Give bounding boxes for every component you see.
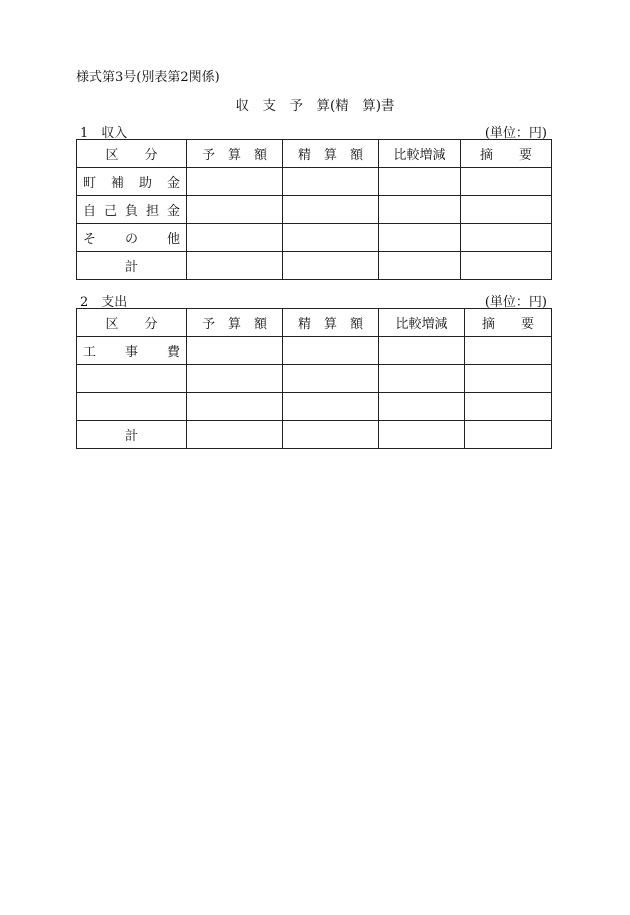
settlement-cell[interactable] bbox=[283, 168, 379, 196]
difference-cell[interactable] bbox=[379, 196, 461, 224]
total-difference-cell[interactable] bbox=[379, 252, 461, 280]
expense-total-row bbox=[77, 421, 552, 449]
expense-unit-label: (単位：円) bbox=[484, 295, 547, 310]
budget-cell[interactable] bbox=[187, 224, 283, 252]
total-difference-cell[interactable] bbox=[379, 421, 465, 449]
form-number: 様式第3号(別表第2関係) bbox=[76, 70, 220, 85]
col-settlement-amount: 精 算 額 bbox=[283, 140, 379, 168]
row-label-blank[interactable] bbox=[77, 365, 187, 393]
table-row bbox=[77, 224, 552, 252]
budget-cell[interactable] bbox=[187, 393, 283, 421]
total-label: 計 bbox=[77, 421, 187, 449]
row-label-construction-cost: 工事費 bbox=[77, 337, 187, 365]
col-difference: 比較増減 bbox=[379, 140, 461, 168]
remarks-cell[interactable] bbox=[461, 168, 552, 196]
col-category: 区 分 bbox=[77, 140, 187, 168]
remarks-cell[interactable] bbox=[465, 365, 552, 393]
document-title: 収 支 予 算(精 算)書 bbox=[235, 98, 395, 114]
col-difference: 比較増減 bbox=[379, 309, 465, 337]
total-label: 計 bbox=[77, 252, 187, 280]
difference-cell[interactable] bbox=[379, 168, 461, 196]
expense-section-header bbox=[76, 291, 551, 310]
col-budget-amount: 予 算 額 bbox=[187, 140, 283, 168]
table-row bbox=[77, 365, 552, 393]
budget-cell[interactable] bbox=[187, 365, 283, 393]
col-settlement-amount: 精 算 額 bbox=[283, 309, 379, 337]
difference-cell[interactable] bbox=[379, 224, 461, 252]
difference-cell[interactable] bbox=[379, 393, 465, 421]
income-table bbox=[76, 139, 552, 280]
total-remarks-cell[interactable] bbox=[461, 252, 552, 280]
col-budget-amount: 予 算 額 bbox=[187, 309, 283, 337]
row-label-town-subsidy: 町補助金 bbox=[77, 168, 187, 196]
row-label-other: その他 bbox=[77, 224, 187, 252]
settlement-cell[interactable] bbox=[283, 224, 379, 252]
settlement-cell[interactable] bbox=[283, 393, 379, 421]
col-remarks: 摘 要 bbox=[465, 309, 552, 337]
table-row bbox=[77, 196, 552, 224]
total-settlement-cell[interactable] bbox=[283, 421, 379, 449]
remarks-cell[interactable] bbox=[461, 196, 552, 224]
total-remarks-cell[interactable] bbox=[465, 421, 552, 449]
table-row bbox=[77, 337, 552, 365]
difference-cell[interactable] bbox=[379, 337, 465, 365]
col-remarks: 摘 要 bbox=[461, 140, 552, 168]
total-settlement-cell[interactable] bbox=[283, 252, 379, 280]
row-label-blank[interactable] bbox=[77, 393, 187, 421]
expense-heading: 2 支出 bbox=[80, 295, 128, 310]
difference-cell[interactable] bbox=[379, 365, 465, 393]
income-heading: 1 収入 bbox=[80, 126, 128, 141]
income-unit-label: (単位：円) bbox=[484, 126, 547, 141]
expense-table bbox=[76, 308, 552, 449]
remarks-cell[interactable] bbox=[461, 224, 552, 252]
income-total-row bbox=[77, 252, 552, 280]
remarks-cell[interactable] bbox=[465, 337, 552, 365]
total-budget-cell[interactable] bbox=[187, 252, 283, 280]
table-row bbox=[77, 168, 552, 196]
col-category: 区 分 bbox=[77, 309, 187, 337]
table-row bbox=[77, 393, 552, 421]
total-budget-cell[interactable] bbox=[187, 421, 283, 449]
row-label-self-payment: 自己負担金 bbox=[77, 196, 187, 224]
budget-cell[interactable] bbox=[187, 337, 283, 365]
settlement-cell[interactable] bbox=[283, 196, 379, 224]
settlement-cell[interactable] bbox=[283, 337, 379, 365]
settlement-cell[interactable] bbox=[283, 365, 379, 393]
expense-header-row bbox=[77, 309, 552, 337]
remarks-cell[interactable] bbox=[465, 393, 552, 421]
budget-cell[interactable] bbox=[187, 168, 283, 196]
income-section-header bbox=[76, 122, 551, 141]
income-header-row bbox=[77, 140, 552, 168]
budget-cell[interactable] bbox=[187, 196, 283, 224]
